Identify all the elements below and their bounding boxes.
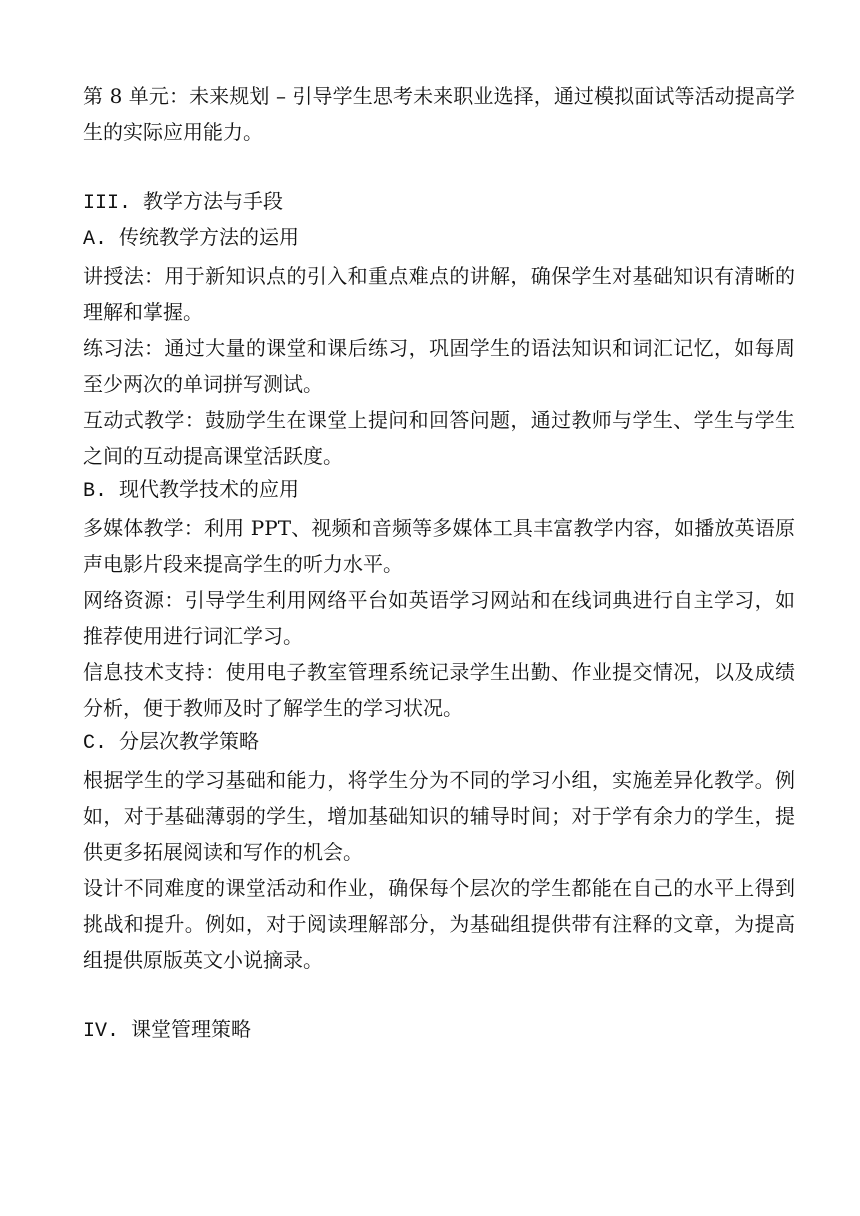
unit-8-paragraph: 第 8 单元：未来规划 – 引导学生思考未来职业选择，通过模拟面试等活动提高学生的实际应用能力。 (83, 84, 795, 144)
network-resources-paragraph: 网络资源：引导学生利用网络平台如英语学习网站和在线词典进行自主学习，如推荐使用进行词汇学习。 (83, 588, 795, 648)
grouping-paragraph: 根据学生的学习基础和能力，将学生分为不同的学习小组，实施差异化教学。例如，对于基础薄弱的学生，增加基础知识的辅导时间；对于学有余力的学生，提供更多拓展阅读和写作的机会。 (83, 768, 795, 864)
multimedia-teaching-paragraph: 多媒体教学：利用 PPT、视频和音频等多媒体工具丰富教学内容，如播放英语原声电影片段来提高学生的听力水平。 (83, 516, 795, 576)
subsection-b-heading: B. 现代教学技术的应用 (83, 480, 300, 503)
it-support-paragraph: 信息技术支持：使用电子教室管理系统记录学生出勤、作业提交情况，以及成绩分析，便于教师及时了解学生的学习状况。 (83, 660, 795, 720)
subsection-a-heading: A. 传统教学方法的运用 (83, 228, 300, 251)
section-gap (83, 978, 795, 1014)
interactive-teaching-paragraph: 互动式教学：鼓励学生在课堂上提问和回答问题，通过教师与学生、学生与学生之间的互动提高课堂活跃度。 (83, 408, 795, 468)
section-3-heading: III. 教学方法与手段 (83, 192, 284, 215)
practice-method-paragraph: 练习法：通过大量的课堂和课后练习，巩固学生的语法知识和词汇记忆，如每周至少两次的单词拼写测试。 (83, 336, 795, 396)
differentiated-activities-paragraph: 设计不同难度的课堂活动和作业，确保每个层次的学生都能在自己的水平上得到挑战和提升。例如，对于阅读理解部分，为基础组提供带有注释的文章，为提高组提供原版英文小说摘录。 (83, 876, 795, 972)
document-page (83, 78, 795, 1050)
section-4-heading: IV. 课堂管理策略 (83, 1020, 252, 1043)
section-gap (83, 150, 795, 186)
subsection-c-heading: C. 分层次教学策略 (83, 732, 260, 755)
lecture-method-paragraph: 讲授法：用于新知识点的引入和重点难点的讲解，确保学生对基础知识有清晰的理解和掌握。 (83, 264, 795, 324)
